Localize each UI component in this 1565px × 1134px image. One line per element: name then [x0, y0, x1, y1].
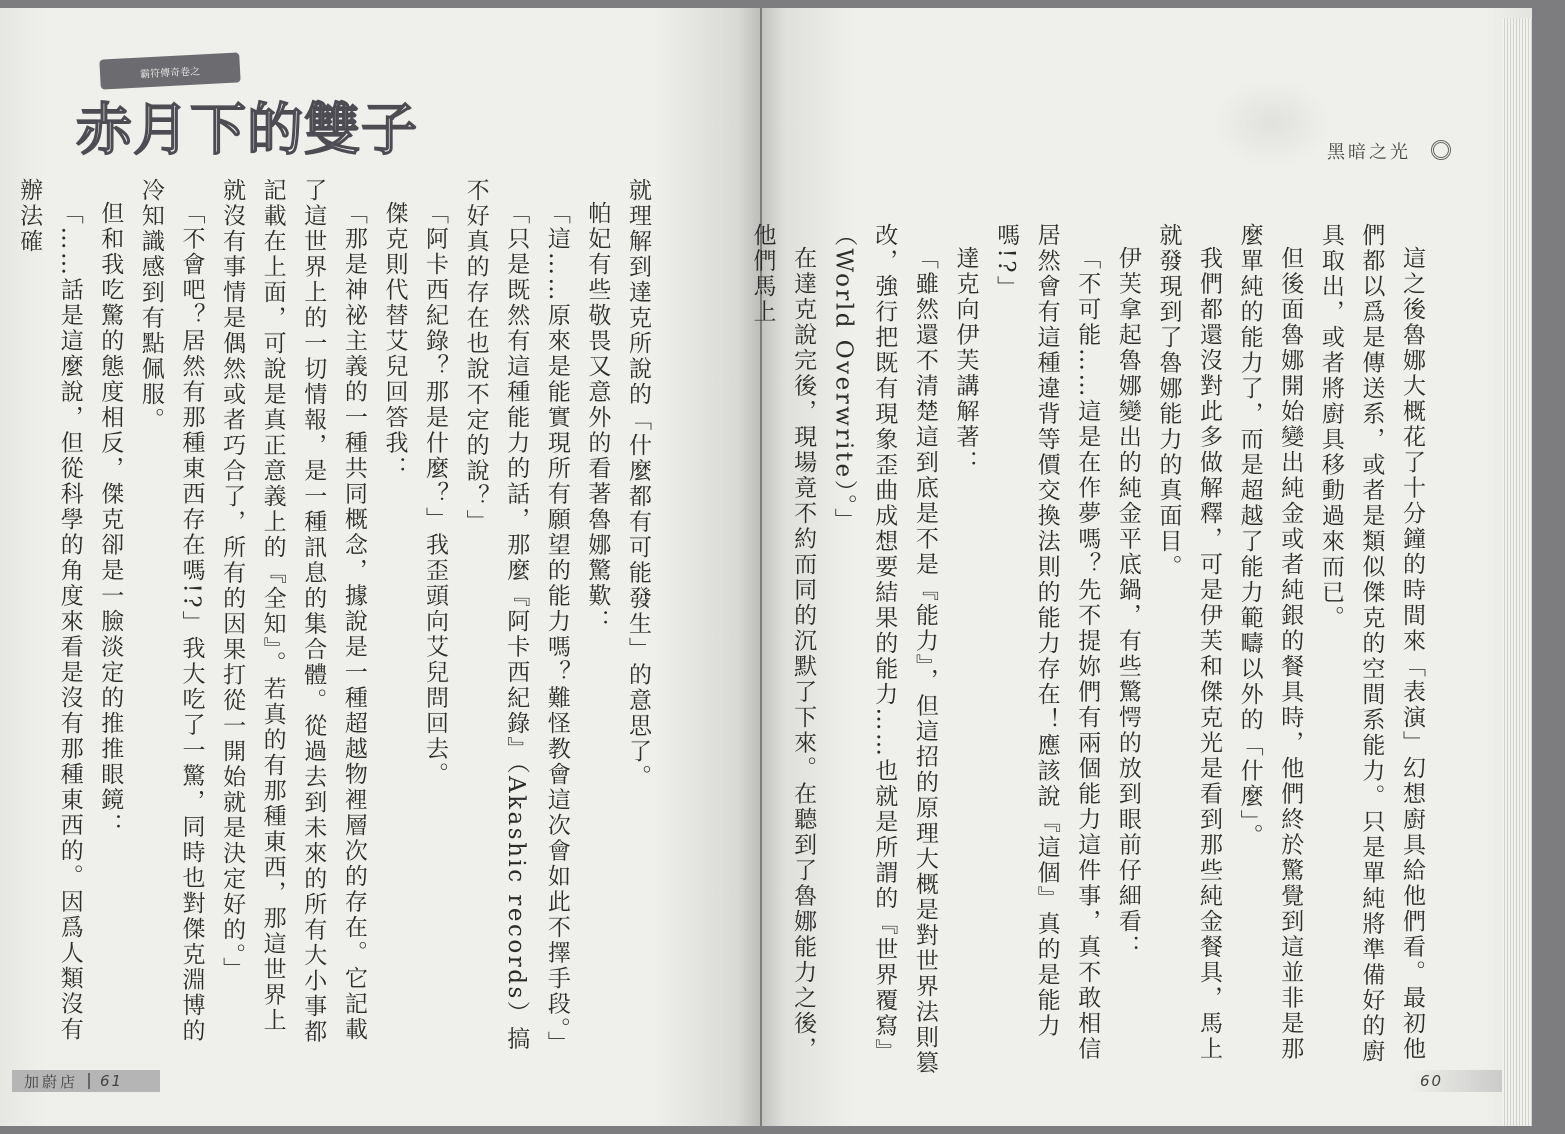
page-number-right: 60: [1410, 1070, 1506, 1092]
paragraph: 但後面魯娜開始變出純金或者純銀的餐具時，他們終於驚覺到這並非是那麼單純的能力了，而是超越了能力範疇以外的「什麼」。: [1236, 223, 1304, 1062]
chapter-title: 黑暗之光: [1327, 142, 1411, 163]
paragraph: 「不可能……這是在作夢嗎？先不提妳們有兩個能力這件事，真不敢相信居然會有這種違背等價交換法則的能力存在！應該說『這個』真的是能力嗎!?」: [993, 223, 1101, 1062]
chapter-mark-icon: [1431, 140, 1451, 160]
right-page: [749, 8, 1532, 1126]
footer-brand: 加蔚店: [24, 1072, 79, 1091]
paragraph: 「那是神祕主義的一種共同概念，據說是一種超越物裡層次的存在。它記載了這世界上的一切情報，是一種訊息的集合體。從過去到未來的所有大小事都記載在上面，可說是真正意義上的『全知』。若真的有那種東西，那這世界上就沒有事情是偶然或者巧合了，所有的因果打從一開始就是決定好的。」: [219, 178, 367, 1045]
paragraph: 這之後魯娜大概花了十分鐘的時間來「表演」幻想廚具給他們看。最初他們都以爲是傳送系，或者是類似傑克的空間系能力。只是單純將準備好的廚具取出，或者將廚具移動過來而已。: [1317, 223, 1425, 1065]
paragraph: 在達克說完後，現場竟不約而同的沉默了下來。在聽到了魯娜能力之後，他們馬上: [749, 223, 817, 1062]
paragraph: 「只是既然有這種能力的話，那麼『阿卡西紀錄』（Akashic records）搞不好真的存在也說不定的說？」: [462, 178, 530, 1052]
paragraph: 「雖然還不清楚這到底是不是『能力』，但這招的原理大概是對世界法則篡改，強行把既有現象歪曲成想要結果的能力……也就是所謂的『世界覆寫』（World Overwrite）。」: [830, 223, 938, 1076]
footer-divider: [88, 1073, 90, 1089]
book-title: 赤月下的雙子: [76, 97, 418, 163]
right-page-body: [749, 223, 1432, 1083]
paragraph: 傑克則代替艾兒回答我：: [381, 201, 408, 482]
book-spread: [0, 8, 1540, 1126]
bleed-through-shadow: [1212, 78, 1332, 168]
paragraph: 「不會吧？居然有那種東西存在嗎!?」我大吃了一驚，同時也對傑克淵博的冷知識感到有點佩服。: [137, 178, 205, 1044]
paragraph: 伊芙拿起魯娜變出的純金平底鍋，有些驚愕的放到眼前仔細看：: [1114, 246, 1141, 960]
paragraph: 「阿卡西紀錄？那是什麼？」我歪頭向艾兒問回去。: [422, 201, 449, 788]
left-page-body: [16, 178, 658, 1058]
paragraph: 「……話是這麼說，但從科學的角度來看是沒有那種東西的。因爲人類沒有辦法確: [16, 178, 83, 1043]
paragraph: 達克向伊芙講解著：: [952, 246, 979, 476]
paragraph: 我們都還沒對此多做解釋，可是伊芙和傑克光是看到那些純金餐具，馬上就發現到了魯娜能力的真面目。: [1155, 223, 1223, 1062]
paragraph: 「這……原來是能實現所有願望的能力嗎？難怪教會這次會如此不擇手段。」: [543, 201, 570, 1057]
series-ribbon-text: 霸符傳奇卷之: [139, 65, 201, 81]
paragraph: 就理解到達克所說的「什麼都有可能發生」的意思了。: [625, 178, 651, 790]
left-page-footer: [12, 1070, 160, 1092]
page-number-left: 61: [100, 1072, 124, 1090]
left-page: [0, 8, 760, 1126]
page-edges: [1502, 18, 1532, 1126]
series-ribbon: [99, 52, 240, 89]
paragraph: 帕妃有些敬畏又意外的看著魯娜驚歎：: [584, 201, 611, 635]
paragraph: 但和我吃驚的態度相反，傑克卻是一臉淡定的推推眼鏡：: [97, 201, 124, 839]
